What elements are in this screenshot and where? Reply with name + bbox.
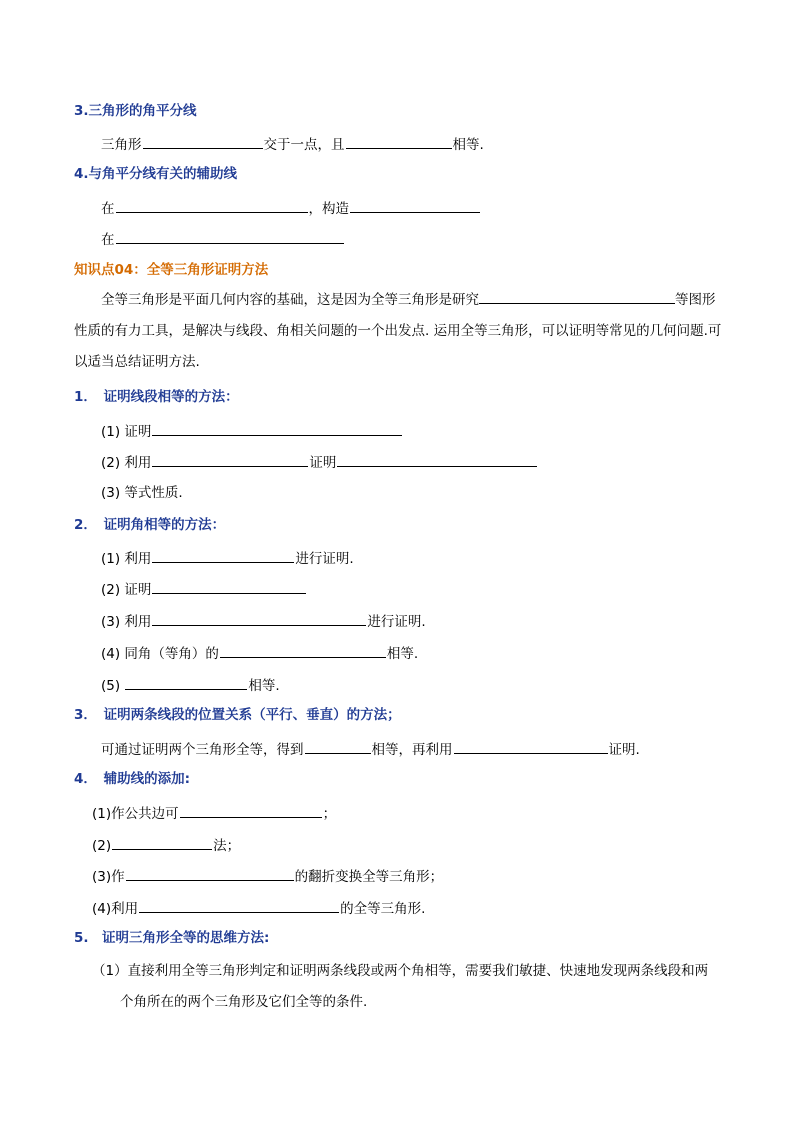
blank-line (125, 675, 247, 690)
kp04-intro-b: 等图形性质的有力工具，是解决与线段、角相关问题的一个出发点. 运用全等三角形，可以证明等常见的几何问题.可以适当总结证明方法. (74, 292, 722, 370)
section-heading-angle-bisector: 3.三角形的角平分线 (74, 103, 197, 119)
s3-post: 相等. (452, 137, 484, 153)
m2-i3-pre: (3) 利用 (101, 614, 152, 630)
m3-pre: 可通过证明两个三角形全等，得到 (101, 742, 304, 758)
blank-line (479, 289, 675, 304)
s4-line-2 (101, 229, 345, 249)
method-4-heading: 4． 辅助线的添加: (74, 771, 191, 787)
m4-item-3 (92, 866, 443, 886)
blank-line (220, 643, 386, 658)
m2-item-2 (101, 579, 307, 599)
blank-line (116, 229, 344, 244)
m4-i1-post: ； (322, 806, 337, 822)
blank-line (305, 739, 371, 754)
m2-i5-pre: (5) (101, 678, 121, 694)
m2-i1-post: 进行证明. (295, 551, 354, 567)
blank-line (152, 548, 294, 563)
blank-line (152, 579, 306, 594)
s4-l1-pre: 在 (101, 201, 115, 217)
blank-line (454, 739, 608, 754)
blank-line (337, 452, 537, 467)
m4-i2-pre: (2) (92, 838, 112, 854)
m3-line (101, 739, 640, 759)
m5-para-line-2: 个角所在的两个三角形及它们全等的条件. (120, 994, 368, 1010)
m2-i3-post: 进行证明. (367, 614, 426, 630)
m2-item-3 (101, 611, 426, 631)
m4-i2-post: 法； (213, 838, 241, 854)
blank-line (143, 134, 263, 149)
method-5-heading: 5. 证明三角形全等的思维方法: (74, 930, 270, 946)
m4-i3-post: 的翻折变换全等三角形； (294, 869, 444, 885)
m1-item-2 (101, 452, 538, 472)
m5-para-line-1: （1）直接利用全等三角形判定和证明两条线段或两个角相等，需要我们敏捷、快速地发现两条线段和两 (92, 963, 709, 979)
m2-i4-post: 相等. (386, 646, 419, 662)
m4-item-1 (92, 803, 336, 823)
m3-mid: 相等，再利用 (371, 742, 453, 758)
section-heading-aux-lines: 4.与角平分线有关的辅助线 (74, 166, 238, 182)
m2-i2-text: (2) 证明 (101, 582, 152, 598)
s3-line (101, 134, 484, 154)
kp04-intro (74, 285, 722, 378)
blank-line (139, 898, 339, 913)
m1-i2-pre: (2) 利用 (101, 455, 152, 471)
knowledge-point-heading: 知识点04：全等三角形证明方法 (74, 262, 269, 278)
blank-line (116, 198, 308, 213)
m4-i4-pre: (4)利用 (92, 901, 139, 917)
m2-item-5 (101, 675, 280, 695)
blank-line (112, 835, 212, 850)
s3-mid: 交于一点，且 (263, 137, 345, 153)
m1-item-1 (101, 421, 403, 441)
s4-l1-mid: ，构造 (308, 201, 349, 217)
m2-i5-post: 相等. (248, 678, 280, 694)
m1-i1-text: (1) 证明 (101, 424, 152, 440)
blank-line (152, 611, 366, 626)
s4-l2-pre: 在 (101, 232, 115, 248)
blank-line (152, 421, 402, 436)
blank-line (180, 803, 322, 818)
blank-line (152, 452, 308, 467)
m2-i1-pre: (1) 利用 (101, 551, 152, 567)
m4-i3-pre: (3)作 (92, 869, 125, 885)
m4-item-4 (92, 898, 425, 918)
blank-line (350, 198, 480, 213)
method-2-heading: 2． 证明角相等的方法： (74, 517, 226, 533)
m2-i4-pre: (4) 同角（等角）的 (101, 646, 219, 662)
s4-line-1 (101, 198, 481, 218)
m4-i4-post: 的全等三角形. (340, 901, 426, 917)
m4-i1-pre: (1)作公共边可 (92, 806, 179, 822)
blank-line (346, 134, 452, 149)
m4-item-2 (92, 835, 240, 855)
method-1-heading: 1． 证明线段相等的方法： (74, 389, 239, 405)
blank-line (126, 866, 294, 881)
m2-item-1 (101, 548, 354, 568)
s3-pre: 三角形 (101, 137, 142, 153)
m2-item-4 (101, 643, 418, 663)
m3-post: 证明. (608, 742, 640, 758)
m1-i2-mid: 证明 (309, 455, 337, 471)
m1-item-3: (3) 等式性质. (101, 485, 183, 501)
method-3-heading: 3． 证明两条线段的位置关系（平行、垂直）的方法； (74, 707, 401, 723)
kp04-intro-a: 全等三角形是平面几何内容的基础，这是因为全等三角形是研究 (101, 292, 479, 308)
